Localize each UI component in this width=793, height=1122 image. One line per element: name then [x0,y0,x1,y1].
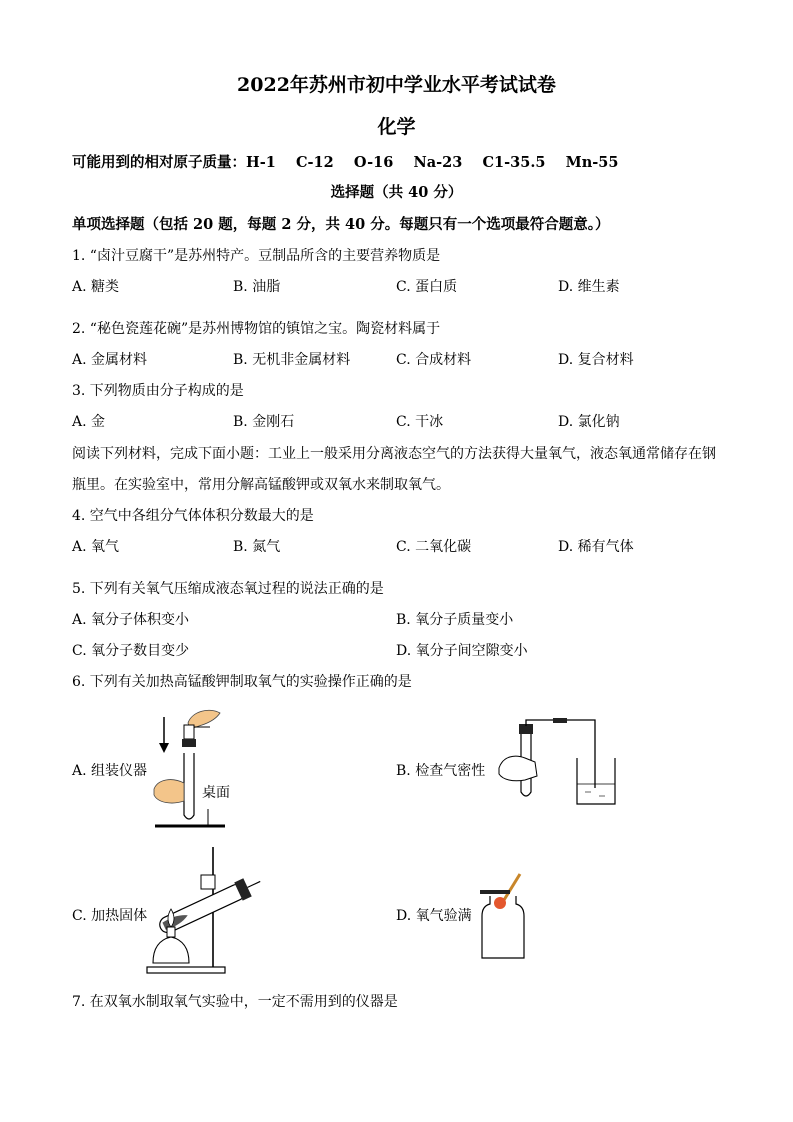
question-1-option-d: D. 维生素 [558,279,620,295]
question-3-option-d: D. 氯化钠 [558,414,620,430]
reading-material-line-2: 瓶里。在实验室中，常用分解高锰酸钾或双氧水来制取氧气。 [72,477,450,493]
reading-material-line-1: 阅读下列材料，完成下面小题：工业上一般采用分离液态空气的方法获得大量氧气，液态氧通常储存在钢 [72,446,716,462]
question-5-option-b: B. 氧分子质量变小 [396,612,514,628]
question-3-option-c: C. 干冰 [396,414,444,430]
exam-title: 2022年苏州市初中学业水平考试试卷 [237,74,556,96]
question-2-stem: 2. “秘色瓷莲花碗”是苏州博物馆的镇馆之宝。陶瓷材料属于 [72,321,441,337]
question-2-option-c: C. 合成材料 [396,352,472,368]
question-5-option-c: C. 氧分子数目变少 [72,643,190,659]
question-6-option-d: D. 氧气验满 [396,908,472,924]
question-2-option-b: B. 无机非金属材料 [233,352,351,368]
question-3-stem: 3. 下列物质由分子构成的是 [72,383,244,399]
figure-c-heating-solid [145,845,270,975]
question-2-option-a: A. 金属材料 [72,352,148,368]
question-6-option-a: A. 组装仪器 [72,763,148,779]
question-6-option-c: C. 加热固体 [72,908,148,924]
question-1-option-b: B. 油脂 [233,279,281,295]
question-3-option-a: A. 金 [72,414,106,430]
question-4-option-a: A. 氧气 [72,539,120,555]
question-5-option-a: A. 氧分子体积变小 [72,612,190,628]
question-6-stem-text: 6. 下列有关加热高锰酸钾制取氧气的实验操作正确的是 [72,674,412,690]
atomic-masses: 可能用到的相对原子质量：H-1 C-12 O-16 Na-23 C1-35.5 Mn-55 [72,154,619,171]
question-1-option-a: A. 糖类 [72,279,120,295]
question-4-stem: 4. 空气中各组分气体体积分数最大的是 [72,508,314,524]
question-5-option-d: D. 氧分子间空隙变小 [396,643,528,659]
question-7-stem: 7. 在双氧水制取氧气实验中，一定不需用到的仪器是 [72,994,398,1010]
question-5-stem: 5. 下列有关氧气压缩成液态氧过程的说法正确的是 [72,581,384,597]
question-3-option-b: B. 金刚石 [233,414,295,430]
section-instructions: 单项选择题（包括 20 题，每题 2 分，共 40 分。每题只有一个选项最符合题意。） [72,216,610,233]
figure-b-airtightness-check [495,718,625,810]
figure-a-assemble-apparatus [150,705,240,835]
question-6-option-b: B. 检查气密性 [396,763,486,779]
question-1-option-c: C. 蛋白质 [396,279,458,295]
subject-title: 化学 [377,116,416,138]
figure-d-oxygen-full-check [478,872,534,962]
question-4-option-d: D. 稀有气体 [558,539,634,555]
question-1-stem: 1. “卤汁豆腐干”是苏州特产。豆制品所含的主要营养物质是 [72,248,441,264]
section-title: 选择题（共 40 分） [330,184,463,201]
question-4-option-b: B. 氮气 [233,539,281,555]
question-2-option-d: D. 复合材料 [558,352,634,368]
figure-a-label-desk: 桌面 [202,785,230,801]
question-4-option-c: C. 二氧化碳 [396,539,472,555]
